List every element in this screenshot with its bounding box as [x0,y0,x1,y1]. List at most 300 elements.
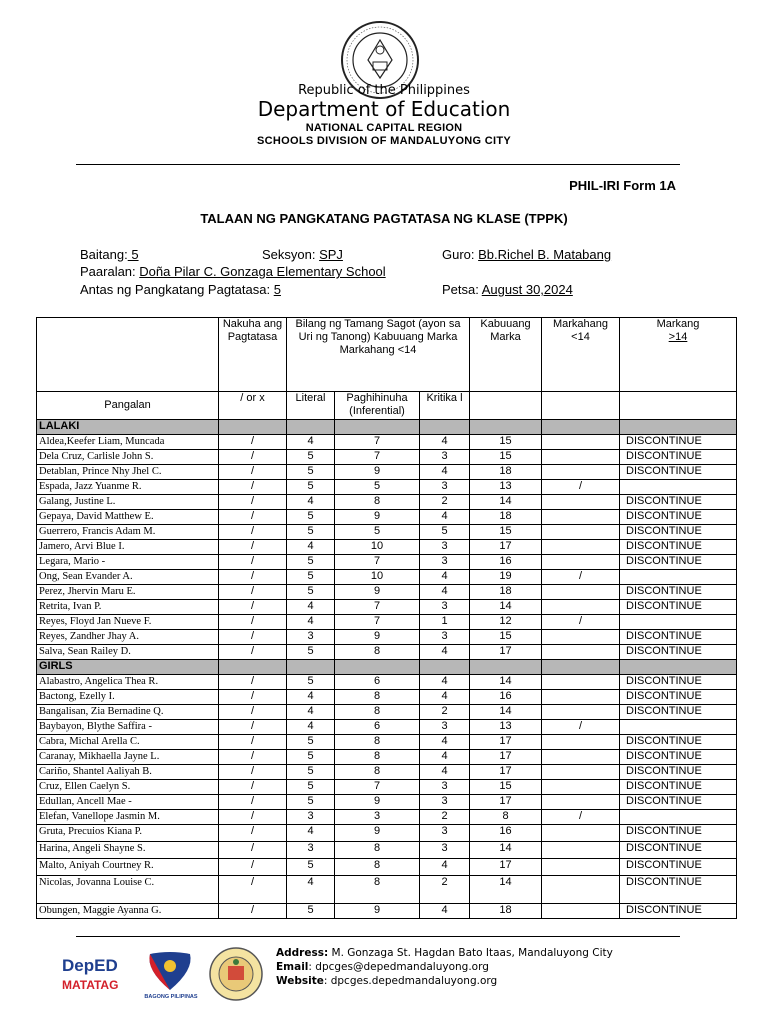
score-cell: / [219,480,287,495]
score-cell: 9 [335,825,420,842]
score-cell: 17 [470,645,542,660]
score-cell: 8 [335,842,420,859]
score-cell: 7 [335,435,420,450]
blank-header-cell [37,318,219,392]
table-row [37,510,737,525]
table-row [37,690,737,705]
score-cell: / [542,570,620,585]
score-cell [542,585,620,600]
score-cell: / [219,780,287,795]
table-row [37,585,737,600]
score-cell [542,780,620,795]
student-name: Perez, Jhervin Maru E. [37,585,219,600]
score-cell: DISCONTINUE [620,675,737,690]
table-row [37,675,737,690]
table-row [37,495,737,510]
score-cell: / [219,510,287,525]
score-cell: 7 [335,600,420,615]
score-cell: 12 [470,615,542,630]
score-cell: 14 [470,842,542,859]
table-row [37,435,737,450]
score-cell: / [219,435,287,450]
score-cell: 14 [470,495,542,510]
paaralan-field: Paaralan: Doña Pilar C. Gonzaga Elementary School [80,264,386,279]
score-cell [542,495,620,510]
score-cell: 1 [420,615,470,630]
score-cell: 6 [335,720,420,735]
table-row [37,525,737,540]
table-row [37,600,737,615]
score-cell: 8 [335,495,420,510]
header-blank-1 [470,392,542,420]
score-cell [620,480,737,495]
score-cell: 4 [420,585,470,600]
score-cell: / [219,720,287,735]
footer-contact [276,946,613,988]
score-cell: 5 [287,555,335,570]
student-name: Nicolas, Jovanna Louise C. [37,876,219,904]
score-cell: 8 [335,859,420,876]
student-name: Aldea,Keefer Liam, Muncada [37,435,219,450]
score-cell: 4 [287,495,335,510]
table-row [37,825,737,842]
score-cell [542,525,620,540]
score-cell: 4 [420,859,470,876]
score-cell: 5 [287,735,335,750]
score-cell [542,675,620,690]
score-cell [542,795,620,810]
score-cell: 4 [287,690,335,705]
table-row [37,859,737,876]
table-row [37,570,737,585]
score-cell [620,570,737,585]
division-line: SCHOOLS DIVISION OF MANDALUYONG CITY [256,135,512,147]
score-cell: / [219,735,287,750]
header-pangalan: Pangalan [37,392,219,420]
score-cell: 5 [287,525,335,540]
score-cell: 3 [420,780,470,795]
student-name: Retrita, Ivan P. [37,600,219,615]
table-row [37,630,737,645]
header-kritika: Kritika l [420,392,470,420]
girls-rows [37,675,737,919]
score-cell: 18 [470,904,542,919]
score-cell: 3 [420,480,470,495]
republic-line: Republic of the Philippines [298,83,470,98]
student-name: Reyes, Zandher Jhay A. [37,630,219,645]
score-cell: DISCONTINUE [620,705,737,720]
score-cell: 2 [420,876,470,904]
score-cell: 18 [470,510,542,525]
student-name: Caranay, Mikhaella Jayne L. [37,750,219,765]
student-name: Baybayon, Blythe Saffira - [37,720,219,735]
score-cell: 17 [470,750,542,765]
score-cell: / [219,810,287,825]
score-cell: 8 [335,765,420,780]
score-cell [542,435,620,450]
score-cell: 5 [287,780,335,795]
score-cell: 14 [470,600,542,615]
score-cell: 9 [335,510,420,525]
score-cell: 13 [470,720,542,735]
student-name: Galang, Justine L. [37,495,219,510]
student-name: Harina, Angeli Shayne S. [37,842,219,859]
score-cell: 4 [420,675,470,690]
bagong-pilipinas-icon [142,950,198,992]
score-cell [542,510,620,525]
score-cell: 2 [420,705,470,720]
score-cell: DISCONTINUE [620,765,737,780]
region-line: NATIONAL CAPITAL REGION [305,122,463,134]
score-cell: / [219,876,287,904]
score-cell [542,645,620,660]
score-cell: 5 [287,904,335,919]
table-row [37,450,737,465]
score-cell: 4 [420,690,470,705]
student-name: Alabastro, Angelica Thea R. [37,675,219,690]
score-cell: DISCONTINUE [620,525,737,540]
score-cell: 14 [470,705,542,720]
score-cell: DISCONTINUE [620,795,737,810]
score-cell: 5 [287,570,335,585]
student-name: Ong, Sean Evander A. [37,570,219,585]
score-cell [542,825,620,842]
score-cell: DISCONTINUE [620,750,737,765]
footer-website: Website: dpcges.depedmandaluyong.org [276,975,498,987]
score-cell: 17 [470,795,542,810]
table-row [37,540,737,555]
header-divider [76,164,680,165]
score-cell: / [219,765,287,780]
score-cell: / [219,465,287,480]
score-cell: DISCONTINUE [620,435,737,450]
student-name: Cabra, Michal Arella C. [37,735,219,750]
student-name: Gepaya, David Matthew E. [37,510,219,525]
score-cell: 4 [287,825,335,842]
score-cell [542,540,620,555]
boys-rows [37,435,737,660]
score-cell [620,720,737,735]
score-cell: / [219,690,287,705]
table-row [37,645,737,660]
score-cell: 9 [335,465,420,480]
student-name: Bangalisan, Zia Bernadine Q. [37,705,219,720]
score-cell: 13 [470,480,542,495]
table-row [37,765,737,780]
antas-field: Antas ng Pangkatang Pagtatasa: 5 [80,282,281,297]
score-cell: 9 [335,630,420,645]
score-cell: / [219,859,287,876]
student-name: Dela Cruz, Carlisle John S. [37,450,219,465]
score-cell: 17 [470,765,542,780]
score-cell: 5 [287,859,335,876]
score-cell: / [219,495,287,510]
score-cell [542,465,620,480]
table-row [37,780,737,795]
department-line: Department of Education [257,97,511,121]
baitang-field: Baitang: 5 [80,247,139,262]
score-cell: DISCONTINUE [620,495,737,510]
bagong-pilipinas-text: BAGONG PILIPINAS [144,994,198,1000]
score-cell: / [219,825,287,842]
table-row [37,795,737,810]
score-cell: 4 [287,435,335,450]
header-markahang: Markahang <14 [542,318,620,392]
header-or: / or x [219,392,287,420]
score-cell: 3 [420,825,470,842]
score-cell: 3 [420,842,470,859]
score-cell [542,904,620,919]
score-cell: 5 [287,795,335,810]
student-name: Cruz, Ellen Caelyn S. [37,780,219,795]
score-cell: 17 [470,859,542,876]
score-cell: 3 [335,810,420,825]
score-cell: 3 [287,842,335,859]
petsa-field: Petsa: August 30,2024 [442,282,573,297]
score-cell: 5 [335,525,420,540]
score-cell: 5 [287,645,335,660]
score-cell: 4 [420,435,470,450]
header-nakuha: Nakuha ang Pagtatasa [219,318,287,392]
score-cell [620,615,737,630]
score-cell: 5 [287,465,335,480]
header-literal: Literal [287,392,335,420]
student-name: Legara, Mario - [37,555,219,570]
score-cell [620,810,737,825]
score-cell: DISCONTINUE [620,555,737,570]
score-cell: 8 [335,690,420,705]
score-cell [542,750,620,765]
student-name: Guerrero, Francis Adam M. [37,525,219,540]
student-name: Obungen, Maggie Ayanna G. [37,904,219,919]
score-cell: 7 [335,615,420,630]
form-title: TALAAN NG PANGKATANG PAGTATASA NG KLASE (TPPK) [200,211,568,226]
section-girls: GIRLS [37,660,219,675]
table-row [37,705,737,720]
header-paghihinuha: Paghihinuha (Inferential) [335,392,420,420]
section-boys: LALAKI [37,420,219,435]
score-cell: 4 [420,510,470,525]
score-cell: 3 [420,600,470,615]
score-cell: 5 [287,450,335,465]
score-cell: / [542,810,620,825]
table-row [37,480,737,495]
seksyon-field: Seksyon: SPJ [262,247,343,262]
score-cell: 7 [335,780,420,795]
score-cell [542,630,620,645]
header-blank-2 [542,392,620,420]
score-cell [542,555,620,570]
table-row [37,555,737,570]
score-cell [542,705,620,720]
score-cell: DISCONTINUE [620,780,737,795]
score-cell: / [219,570,287,585]
student-name: Espada, Jazz Yuanme R. [37,480,219,495]
score-cell: 2 [420,495,470,510]
score-cell: 9 [335,904,420,919]
score-cell: 14 [470,675,542,690]
score-cell: 4 [287,600,335,615]
student-name: Edullan, Ancell Mae - [37,795,219,810]
header-bilang: Bilang ng Tamang Sagot (ayon sa Uri ng Tanong) Kabuuang Marka Markahang <14 [287,318,470,392]
score-cell: 8 [335,645,420,660]
table-row [37,876,737,904]
score-cell: DISCONTINUE [620,540,737,555]
score-cell [542,859,620,876]
score-cell: / [219,904,287,919]
score-cell: 4 [420,465,470,480]
score-cell: 4 [420,570,470,585]
score-cell: 4 [420,765,470,780]
header-markang: Markang >14 [620,318,737,392]
footer-email: Email: dpcges@depedmandaluyong.org [276,961,489,973]
score-cell: 5 [335,480,420,495]
score-cell: 9 [335,795,420,810]
form-id: PHIL-IRI Form 1A [569,178,676,193]
score-cell: 7 [335,450,420,465]
score-cell: 8 [335,705,420,720]
table-row [37,465,737,480]
score-cell: 17 [470,735,542,750]
score-cell: / [219,842,287,859]
score-cell: / [219,585,287,600]
student-name: Malto, Aniyah Courtney R. [37,859,219,876]
score-cell: 4 [287,615,335,630]
score-cell: 4 [287,720,335,735]
score-cell [542,450,620,465]
score-cell: DISCONTINUE [620,735,737,750]
score-cell: 17 [470,540,542,555]
score-cell: 15 [470,780,542,795]
score-cell: 3 [420,540,470,555]
score-cell: 3 [420,720,470,735]
score-cell: 5 [287,765,335,780]
score-cell: 4 [287,876,335,904]
score-cell [542,765,620,780]
score-cell: / [542,720,620,735]
score-cell: 4 [420,645,470,660]
score-cell: 8 [335,735,420,750]
score-cell: / [542,480,620,495]
student-name: Jamero, Arvi Blue I. [37,540,219,555]
score-cell: 14 [470,876,542,904]
score-cell: 5 [287,510,335,525]
header-blank-3 [620,392,737,420]
footer-address: Address: M. Gonzaga St. Hagdan Bato Itaas, Mandaluyong City [276,947,613,959]
score-cell: 5 [287,585,335,600]
score-cell: DISCONTINUE [620,585,737,600]
footer-divider [76,936,680,937]
score-cell: DISCONTINUE [620,690,737,705]
score-cell: 6 [335,675,420,690]
table-row [37,842,737,859]
score-cell: 3 [420,795,470,810]
table-row [37,735,737,750]
score-cell: / [219,645,287,660]
score-cell: 18 [470,585,542,600]
score-cell [542,735,620,750]
score-cell: 8 [335,750,420,765]
score-cell: DISCONTINUE [620,645,737,660]
score-cell: 5 [287,750,335,765]
score-cell: 5 [287,675,335,690]
score-cell: DISCONTINUE [620,450,737,465]
score-cell: 10 [335,570,420,585]
score-cell: / [219,750,287,765]
score-cell: 8 [470,810,542,825]
score-cell: 3 [420,555,470,570]
score-cell: / [542,615,620,630]
table-row [37,615,737,630]
score-cell: DISCONTINUE [620,859,737,876]
score-cell [542,876,620,904]
score-cell: DISCONTINUE [620,510,737,525]
score-cell: 5 [420,525,470,540]
assessment-table [36,317,737,919]
score-cell: 16 [470,825,542,842]
score-cell: DISCONTINUE [620,842,737,859]
score-cell: / [219,675,287,690]
score-cell: 18 [470,465,542,480]
score-cell [542,600,620,615]
school-seal [206,946,266,1002]
guro-field: Guro: Bb.Richel B. Matabang [442,247,612,262]
score-cell: / [219,630,287,645]
student-name: Bactong, Ezelly I. [37,690,219,705]
score-cell: DISCONTINUE [620,630,737,645]
score-cell: 7 [335,555,420,570]
score-cell: / [219,705,287,720]
table-row [37,750,737,765]
score-cell: 4 [287,540,335,555]
score-cell: 5 [287,480,335,495]
score-cell: 3 [420,630,470,645]
score-cell: DISCONTINUE [620,465,737,480]
score-cell: / [219,450,287,465]
score-cell: 15 [470,630,542,645]
score-cell: / [219,600,287,615]
student-name: Cariño, Shantel Aaliyah B. [37,765,219,780]
score-cell: 15 [470,450,542,465]
score-cell: DISCONTINUE [620,825,737,842]
score-cell: 10 [335,540,420,555]
score-cell: 8 [335,876,420,904]
score-cell: / [219,795,287,810]
score-cell: 16 [470,690,542,705]
score-cell: DISCONTINUE [620,876,737,904]
score-cell: DISCONTINUE [620,600,737,615]
score-cell: 4 [420,750,470,765]
score-cell: 9 [335,585,420,600]
table-row [37,720,737,735]
student-name: Reyes, Floyd Jan Nueve F. [37,615,219,630]
score-cell: 3 [420,450,470,465]
score-cell: / [219,525,287,540]
table-row [37,904,737,919]
score-cell [542,690,620,705]
score-cell [542,842,620,859]
score-cell: / [219,615,287,630]
score-cell: 15 [470,525,542,540]
score-cell: 4 [287,705,335,720]
score-cell: 19 [470,570,542,585]
student-name: Salva, Sean Railey D. [37,645,219,660]
score-cell: DISCONTINUE [620,904,737,919]
deped-matatag-logo: DepED MATATAG [62,956,119,992]
score-cell: 4 [420,904,470,919]
student-name: Detablan, Prince Nhy Jhel C. [37,465,219,480]
student-name: Gruta, Precuios Kiana P. [37,825,219,842]
